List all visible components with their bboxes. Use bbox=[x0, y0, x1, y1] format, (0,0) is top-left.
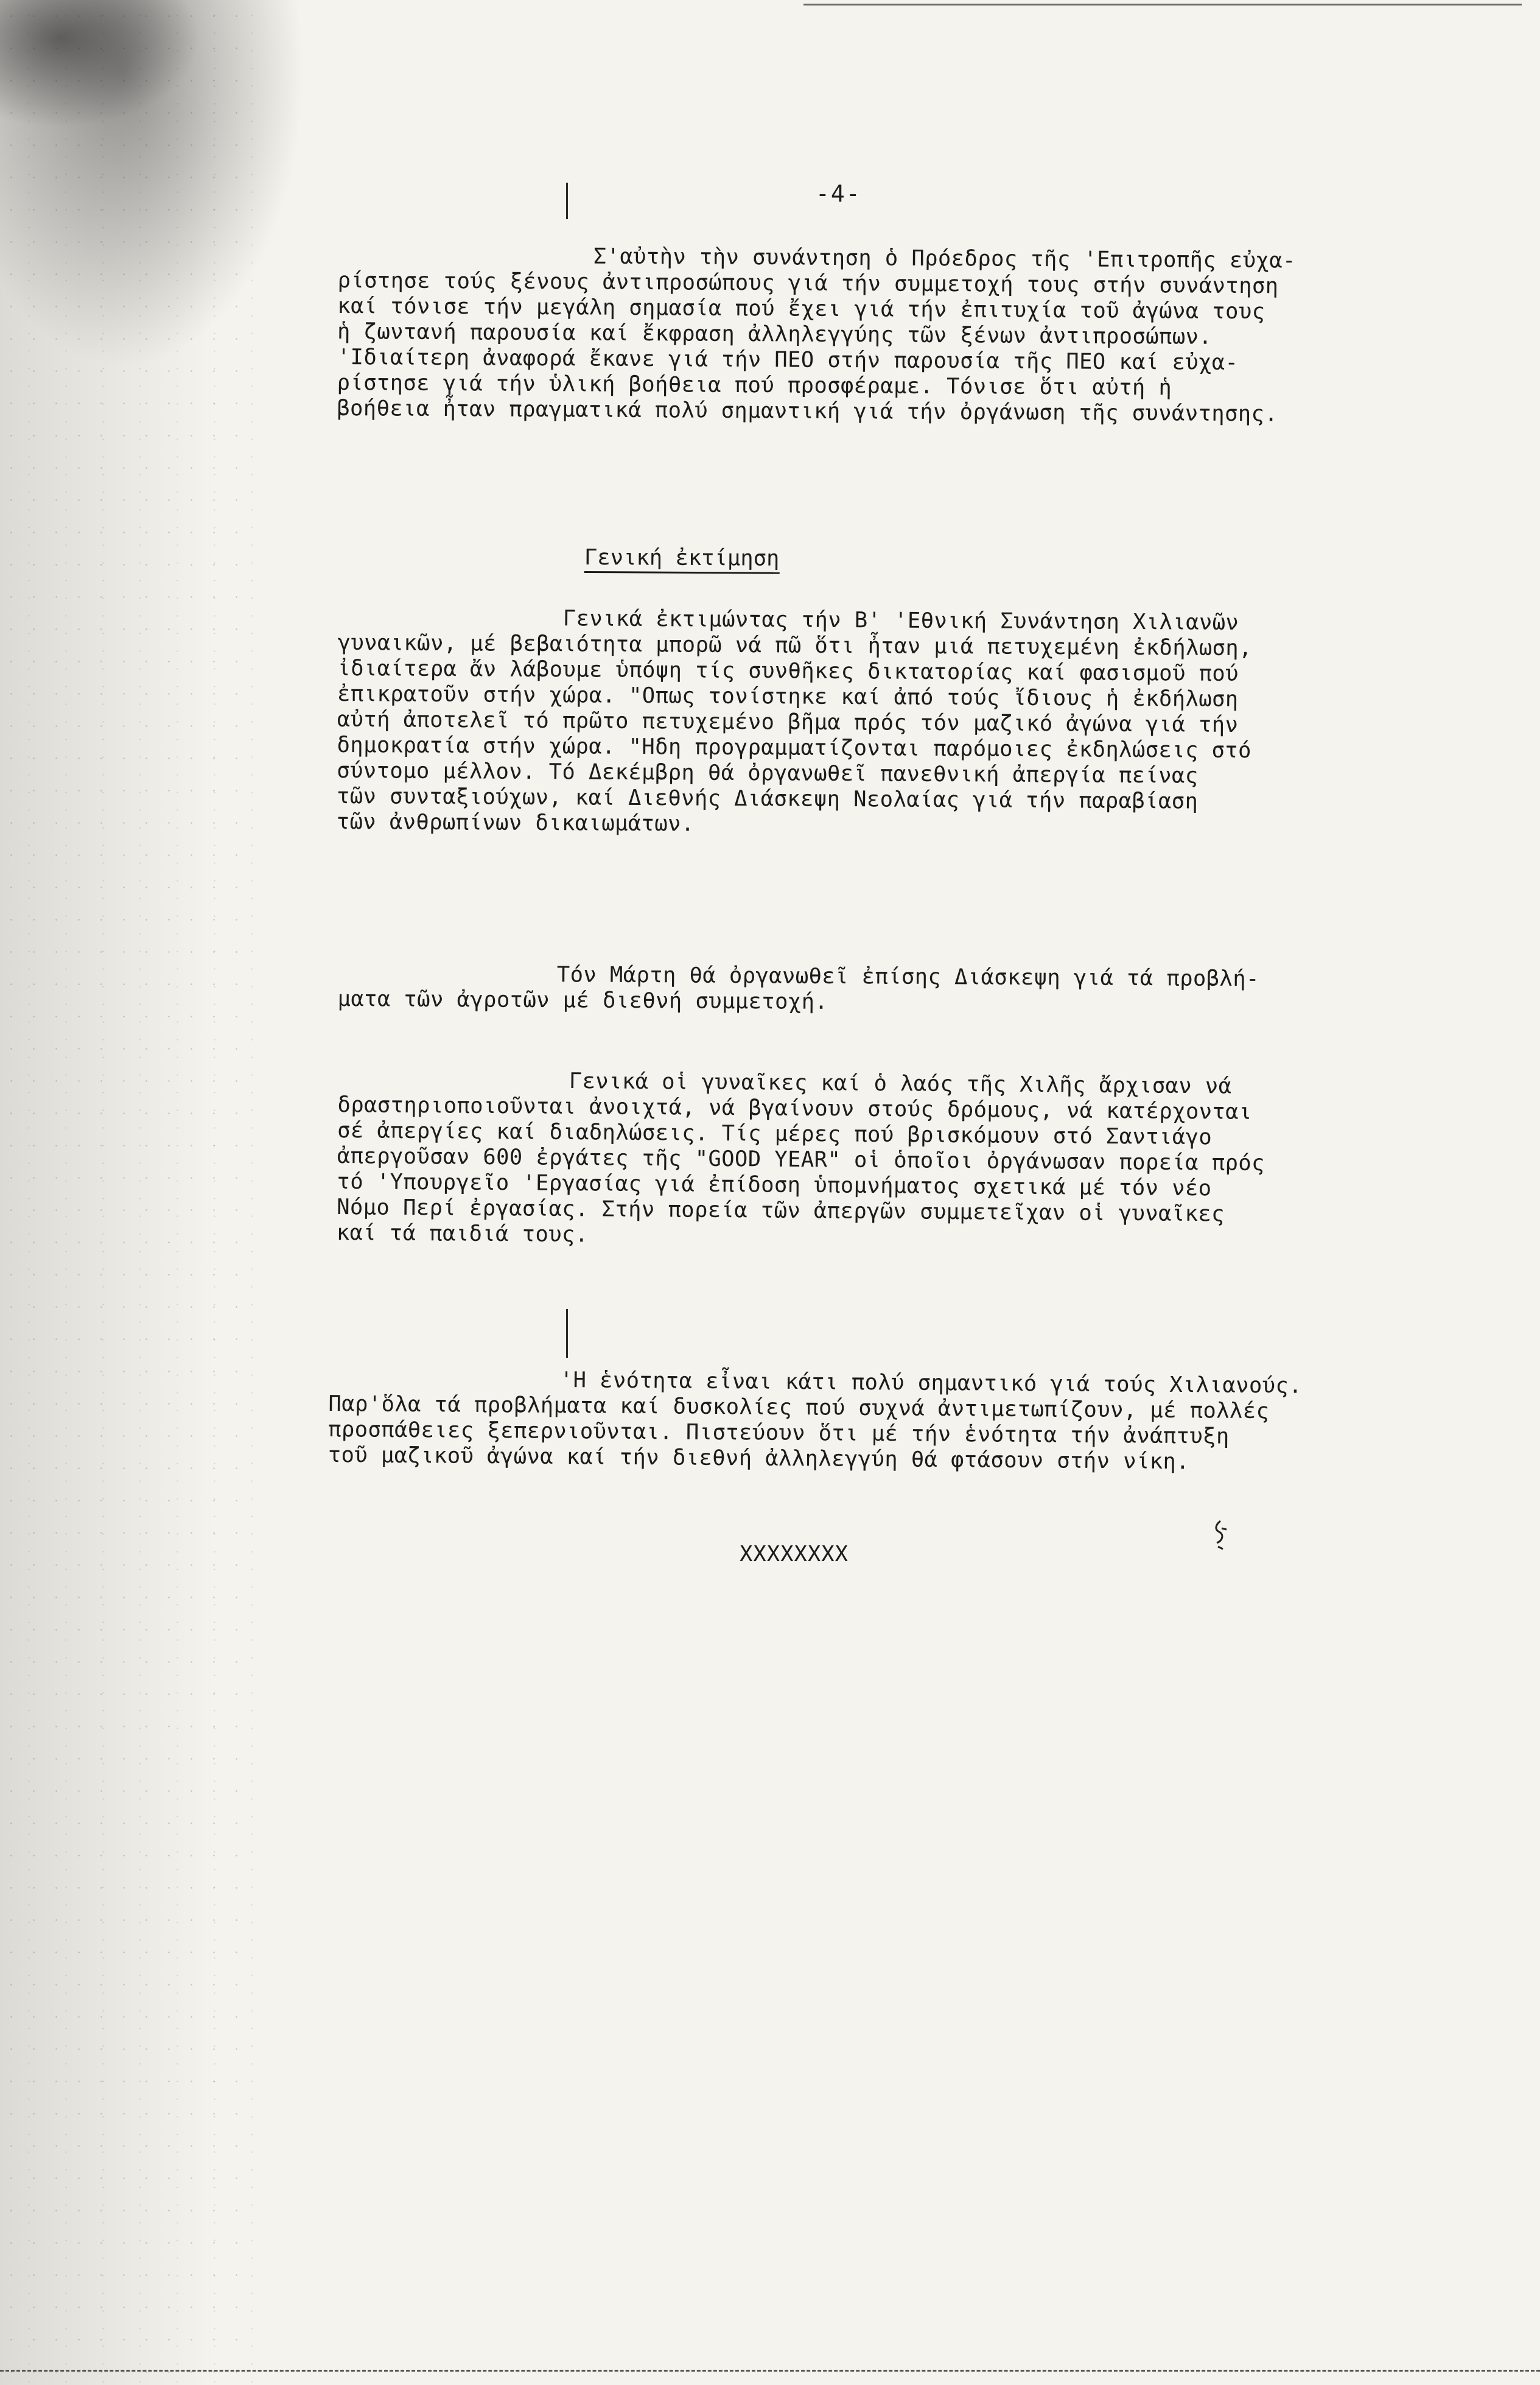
text-line: καί τά παιδιά τους. bbox=[336, 1220, 589, 1248]
text-line: ἐπικρατοῦν στήν χώρα. "Οπως τονίστηκε καί ἀπό τούς ἴδιους ἡ ἐκδήλωση bbox=[337, 681, 1239, 712]
text-line: καί τόνισε τήν μεγάλη σημασία πού ἔχει γιά τήν ἐπιτυχία τοῦ ἀγώνα τους bbox=[337, 293, 1265, 325]
scan-noise bbox=[0, 0, 256, 2385]
section-heading: Γενική ἐκτίμηση bbox=[584, 545, 780, 574]
margin-line-2 bbox=[566, 1309, 568, 1358]
text-line: προσπάθειες ξεπερνιοῦνται. Πιστεύουν ὅτι μέ τήν ἑνότητα τήν ἀνάπτυξη bbox=[328, 1416, 1230, 1449]
scan-top-edge bbox=[803, 4, 1522, 9]
paragraph-5 bbox=[328, 1366, 1303, 1476]
text-line: Γενικά οἱ γυναῖκες καί ὁ λαός τῆς Χιλῆς ἄρχισαν νά bbox=[569, 1068, 1232, 1099]
text-line: τό 'Υπουργεῖο 'Εργασίας γιά ἐπίδοση ὑπομνήματος σχετικά μέ τόν νέο bbox=[337, 1168, 1212, 1201]
text-line: Σ'αὐτὴν τὴν συνάντηση ὁ Πρόεδρος τῆς 'Επιτροπῆς εὐχα- bbox=[593, 244, 1296, 273]
scan-bottom-edge bbox=[0, 2370, 1540, 2376]
text-line: ματα τῶν ἀγροτῶν μέ διεθνή συμμετοχή. bbox=[337, 986, 828, 1014]
text-line: δημοκρατία στήν χώρα. "Ηδη προγραμματίζονται παρόμοιες ἐκδηλώσεις στό bbox=[337, 732, 1252, 764]
text-line: Παρ'ὅλα τά προβλήματα καί δυσκολίες πού συχνά ἀντιμετωπίζουν, μέ πολλές bbox=[328, 1391, 1270, 1424]
text-line: ρίστησε τούς ξένους ἀντιπροσώπους γιά τήν συμμετοχή τους στήν συνάντηση bbox=[337, 267, 1279, 299]
text-line: τῶν ἀνθρωπίνων δικαιωμάτων. bbox=[336, 809, 695, 837]
end-marker: XXXXXXXX bbox=[740, 1542, 849, 1567]
text-line: Γενικά ἐκτιμώντας τήν Β' 'Εθνική Συνάντηση Χιλιανῶν bbox=[562, 606, 1239, 636]
text-line: αὐτή ἀποτελεῖ τό πρῶτο πετυχεμένο βῆμα πρός τόν μαζικό ἀγώνα γιά τήν bbox=[337, 706, 1239, 738]
paragraph-4 bbox=[337, 1067, 1265, 1253]
text-line: γυναικῶν, μέ βεβαιότητα μπορῶ νά πῶ ὅτι ἦταν μιά πετυχεμένη ἐκδήλωση, bbox=[337, 630, 1253, 661]
paragraph-1 bbox=[337, 242, 1296, 427]
text-line: 'Η ἑνότητα εἶναι κάτι πολύ σημαντικό γιά τούς Χιλιανούς. bbox=[559, 1367, 1303, 1399]
scan-corner-smudge bbox=[0, 0, 201, 128]
text-line: 'Ιδιαίτερη ἀναφορά ἔκανε γιά τήν ΠΕΟ στήν παρουσία τῆς ΠΕΟ καί εὐχα- bbox=[337, 344, 1239, 376]
text-line: ἡ ζωντανή παρουσία καί ἔκφραση ἀλληλεγγύης τῶν ξένων ἀντιπροσώπων. bbox=[337, 318, 1213, 349]
text-line: σέ ἀπεργίες καί διαδηλώσεις. Τίς μέρες πού βρισκόμουν στό Σαντιάγο bbox=[337, 1117, 1213, 1150]
page-number: -4- bbox=[816, 180, 861, 207]
text-line: ρίστησε γιά τήν ὑλική βοήθεια πού προσφέραμε. Τόνισε ὅτι αὐτή ἡ bbox=[337, 370, 1172, 401]
paragraph-2 bbox=[337, 605, 1253, 840]
text-line: τοῦ μαζικοῦ ἀγώνα καί τήν διεθνή ἀλληλεγγύη θά φτάσουν στήν νίκη. bbox=[327, 1442, 1190, 1475]
text-line: ἀπεργοῦσαν 600 ἐργάτες τῆς "GOOD YEAR" οἱ ὁποῖοι ὀργάνωσαν πορεία πρός bbox=[337, 1143, 1265, 1176]
paragraph-3 bbox=[337, 961, 1259, 1017]
text-line: δραστηριοποιοῦνται ἀνοιχτά, νά βγαίνουν στούς δρόμους, νά κατέρχονται bbox=[337, 1092, 1252, 1125]
text-line: ἰδιαίτερα ἄν λάβουμε ὑπόψη τίς συνθῆκες δικτατορίας καί φασισμοῦ πού bbox=[337, 655, 1239, 687]
text-line: Τόν Μάρτη θά ὀργανωθεῖ ἐπίσης Διάσκεψη γιά τά προβλή- bbox=[556, 962, 1259, 992]
margin-line-1 bbox=[566, 183, 568, 219]
text-line: σύντομο μέλλον. Τό Δεκέμβρη θά ὀργανωθεῖ πανεθνική ἀπεργία πείνας bbox=[337, 757, 1199, 789]
text-line: τῶν συνταξιούχων, καί Διεθνής Διάσκεψη Νεολαίας γιά τήν παραβίαση bbox=[336, 783, 1199, 814]
text-line: βοήθεια ἦταν πραγματικά πολύ σημαντική γιά τήν ὀργάνωση τῆς συνάντησης. bbox=[337, 395, 1278, 427]
handwritten-mark bbox=[1208, 1516, 1233, 1553]
text-line: Νόμο Περί ἐργασίας. Στήν πορεία τῶν ἀπεργῶν συμμετεῖχαν οἱ γυναῖκες bbox=[337, 1194, 1225, 1227]
